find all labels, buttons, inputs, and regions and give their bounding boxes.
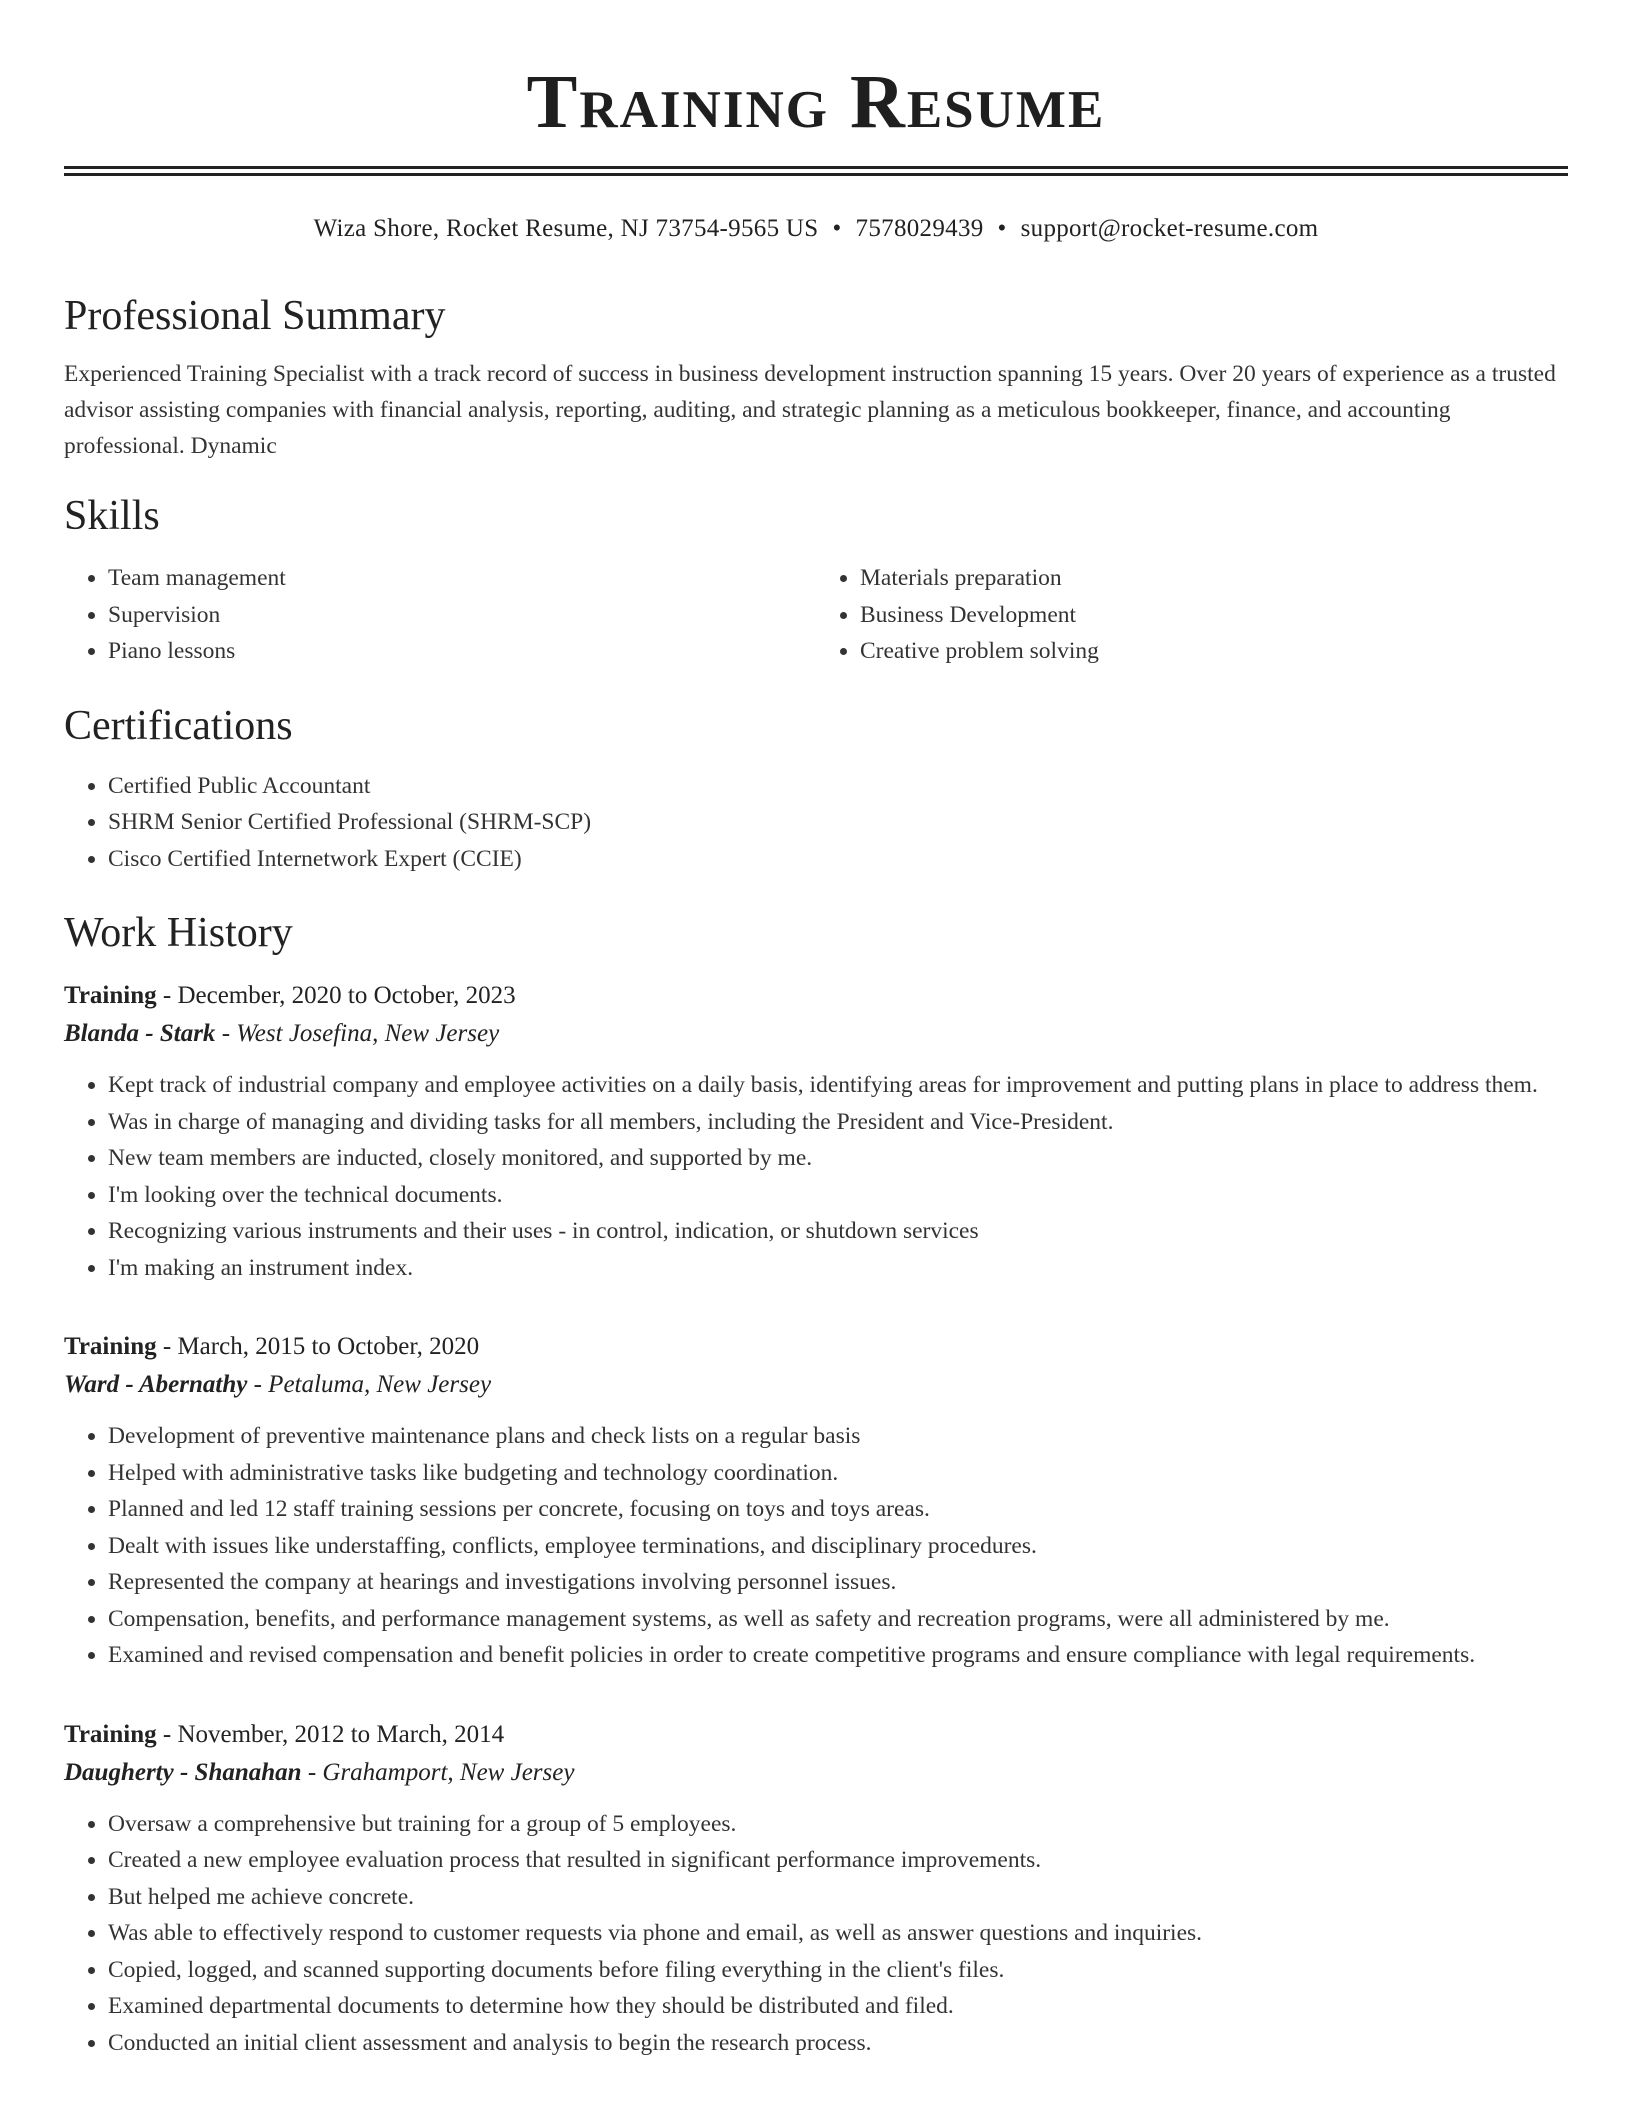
bullet-separator: • [997,215,1007,242]
job-bullet: • Development of preventive maintenance plans and check lists on a regular basis [108,1418,1568,1455]
job-location: - Petaluma, New Jersey [247,1371,492,1398]
skill-item: • Piano lessons [108,633,816,670]
skill-item: • Business Development [860,597,1568,634]
job-bullet: • Was able to effectively respond to customer requests via phone and email, as well as answer questions and inquiries. [108,1915,1568,1952]
job-bullet: • Represented the company at hearings and investigations involving personnel issues. [108,1564,1568,1601]
job-bullet: • Oversaw a comprehensive but training for a group of 5 employees. [108,1806,1568,1843]
certification-item: • SHRM Senior Certified Professional (SHRM-SCP) [108,804,1568,841]
job-entry [64,977,1568,1286]
job-role: Training [64,982,157,1009]
job-bullets [64,1418,1568,1674]
job-bullet: • I'm looking over the technical documents. [108,1177,1568,1214]
summary-text: Experienced Training Specialist with a track record of success in business development instruction spanning 15 years. Over 20 years of experience as a trusted advisor assisting companies with financial analysis, reporting, auditing, and strategic planning as a meticulous bookkeeper, finance, and accounting professional. Dynamic [64,361,1556,459]
job-bullet: • I'm making an instrument index. [108,1250,1568,1287]
skill-item: • Supervision [108,597,816,634]
job-bullet: • New team members are inducted, closely monitored, and supported by me. [108,1140,1568,1177]
job-bullet: • Examined departmental documents to determine how they should be distributed and filed. [108,1988,1568,2025]
skills-list-left [64,560,816,670]
bullet-separator: • [832,215,842,242]
job-bullets [64,1806,1568,2062]
job-role: Training [64,1720,157,1748]
job-company-line [64,1754,1568,1792]
job-entry [64,1716,1568,2062]
summary-heading: Professional Summary [64,293,446,339]
job-bullet: • Compensation, benefits, and performance management systems, as well as safety and recreation programs, were all administered by me. [108,1601,1568,1638]
contact-email: support@rocket-resume.com [1020,215,1319,242]
work-history-heading: Work History [64,910,293,956]
job-location: - West Josefina, New Jersey [215,1020,500,1047]
job-bullet: • Examined and revised compensation and benefit policies in order to create competitive programs and ensure compliance with legal requirements. [108,1637,1568,1674]
job-dates: - November, 2012 to March, 2014 [156,1720,505,1748]
job-bullet: • Copied, logged, and scanned supporting documents before filing everything in the client's files. [108,1952,1568,1989]
page-title: Training Resume [526,60,1106,144]
job-bullet: • Dealt with issues like understaffing, conflicts, employee terminations, and disciplinary procedures. [108,1528,1568,1565]
job-bullet: • Kept track of industrial company and employee activities on a daily basis, identifying areas for improvement and putting plans in place to address them. [108,1067,1568,1104]
job-company: Blanda - Stark [64,1020,216,1047]
contact-phone: 7578029439 [855,215,984,242]
skills-heading: Skills [64,493,160,539]
skill-item: • Creative problem solving [860,633,1568,670]
title-divider [64,166,1568,176]
job-dates: - March, 2015 to October, 2020 [156,1333,480,1360]
job-bullet: • Recognizing various instruments and their uses - in control, indication, or shutdown services [108,1213,1568,1250]
job-location: - Grahamport, New Jersey [301,1758,575,1786]
job-title-line [64,1716,1568,1754]
certifications-heading: Certifications [64,702,293,749]
job-dates: - December, 2020 to October, 2023 [156,982,516,1009]
certification-item: • Cisco Certified Internetwork Expert (CCIE) [108,841,1568,878]
job-company: Ward - Abernathy [64,1371,248,1398]
job-title-line [64,977,1568,1015]
contact-line [64,212,1568,246]
job-company-line [64,1015,1568,1053]
job-bullets [64,1067,1568,1286]
job-bullet: • But helped me achieve concrete. [108,1879,1568,1916]
job-role: Training [64,1333,157,1360]
contact-address: Wiza Shore, Rocket Resume, NJ 73754-9565 US [313,215,819,242]
certifications-list [64,768,1568,878]
skills-list-right [816,560,1568,670]
job-bullet: • Was in charge of managing and dividing tasks for all members, including the President and Vice-President. [108,1104,1568,1141]
job-bullet: • Conducted an initial client assessment and analysis to begin the research process. [108,2025,1568,2062]
skill-item: • Materials preparation [860,560,1568,597]
skills-grid [64,560,1568,670]
job-title-line [64,1328,1568,1366]
job-bullet: • Created a new employee evaluation process that resulted in significant performance improvements. [108,1842,1568,1879]
job-company: Daugherty - Shanahan [64,1758,302,1786]
job-company-line [64,1366,1568,1404]
certification-item: • Certified Public Accountant [108,768,1568,805]
skill-item: • Team management [108,560,816,597]
job-bullet: • Planned and led 12 staff training sessions per concrete, focusing on toys and toys areas. [108,1491,1568,1528]
job-entry [64,1328,1568,1674]
job-bullet: • Helped with administrative tasks like budgeting and technology coordination. [108,1455,1568,1492]
